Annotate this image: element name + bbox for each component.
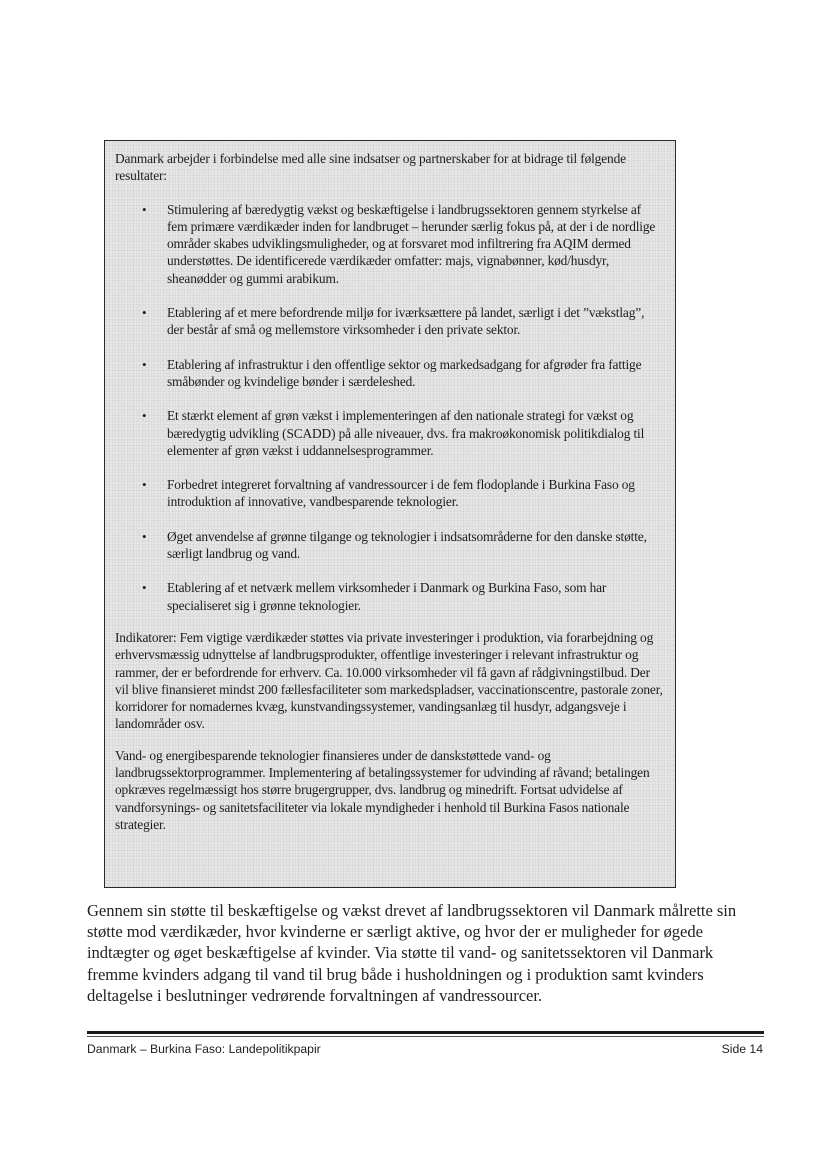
- indicators-paragraph: Indikatorer: Fem vigtige værdikæder støttes via private investeringer i produktion, via forarbejdning og erhvervsmæssig udnyttelse af landbrugsprodukter, offentlige investeringer i relevant infrastruktur og rammer, der er befordrende for erhverv. Ca. 10.000 virksomheder vil få gavn af rådgivningstilbud. Der vil blive finansieret mindst 200 fællesfaciliteter som markedspladser, vaccinationscentre, pastorale zoner, korridorer for nomadernes kvæg, kunstvandingssystemer, vandingsanlæg til husdyr, adgangsveje i landområder osv.: [115, 629, 663, 732]
- box-intro: Danmark arbejder i forbindelse med alle sine indsatser og partnerskaber for at bidrage til følgende resultater:: [115, 151, 626, 184]
- list-item: [115, 579, 665, 614]
- water-paragraph: Vand- og energibesparende teknologier finansieres under de danskstøttede vand- og landbrugssektorprogrammer. Implementering af betalingssystemer for udvinding af råvand; betalingen opkræves regelmæssigt hos større brugergrupper, dvs. landbrug og minedrift. Fortsat udvidelse af vandforsynings- og sanitetsfaciliteter via lokale myndigheder i henhold til Burkina Fasos nationale strategier.: [115, 747, 650, 832]
- bullet-icon: •: [142, 408, 147, 424]
- results-box: [104, 140, 676, 888]
- list-item-text: Forbedret integreret forvaltning af vandressourcer i de fem flodoplande i Burkina Faso og introduktion af innovative, vandbesparende teknologier.: [167, 477, 635, 510]
- list-item: [115, 528, 665, 563]
- bullet-icon: •: [142, 528, 147, 544]
- list-item-text: Etablering af et netværk mellem virksomheder i Danmark og Burkina Faso, som har specialiseret sig i grønne teknologier.: [167, 580, 607, 613]
- list-item-text: Etablering af et mere befordrende miljø for iværksættere på landet, særligt i det ”vækstlag”, der består af små og mellemstore virksomheder i den private sektor.: [167, 305, 645, 338]
- list-item-text: Etablering af infrastruktur i den offentlige sektor og markedsadgang for afgrøder fra fattige småbønder og kvindelige bønder i særdeleshed.: [167, 356, 642, 389]
- bullet-icon: •: [142, 356, 147, 372]
- list-item: [115, 407, 665, 459]
- list-item: [115, 201, 665, 287]
- results-list: [115, 201, 665, 614]
- footer-rule-thick: [87, 1031, 764, 1034]
- list-item-text: Stimulering af bæredygtig vækst og beskæftigelse i landbrugssektoren gennem styrkelse af fem primære værdikæder inden for landbruget – herunder særlig fokus på, at der i de nordlige områder skabes udviklingsmuligheder, og at forsvaret mod infiltrering fra AQIM dermed understøttes. De identificerede værdikæder omfatter: majs, vignabønner, kød/husdyr, sheanødder og gummi arabikum.: [167, 201, 656, 286]
- page-number: Side 14: [721, 1042, 763, 1056]
- list-item: [115, 476, 665, 511]
- bullet-icon: •: [142, 580, 147, 596]
- footer-title: Danmark – Burkina Faso: Landepolitikpapir: [87, 1042, 321, 1056]
- list-item: [115, 356, 665, 391]
- bullet-icon: •: [142, 477, 147, 493]
- body-paragraph: Gennem sin støtte til beskæftigelse og vækst drevet af landbrugssektoren vil Danmark målrette sin støtte mod værdikæder, hvor kvinderne er særligt aktive, og hvor der er muligheder for øgede indtægter og øget beskæftigelse af kvinder. Via støtte til vand- og sanitetssektoren vil Danmark fremme kvinders adgang til vand til brug både i husholdningen og i produktion samt kvinders deltagelse i beslutninger vedrørende forvaltningen af vandressourcer.: [87, 901, 737, 1005]
- footer-rule-thin: [87, 1036, 764, 1037]
- bullet-icon: •: [142, 201, 147, 217]
- list-item: [115, 304, 665, 339]
- bullet-icon: •: [142, 305, 147, 321]
- list-item-text: Øget anvendelse af grønne tilgange og teknologier i indsatsområderne for den danske støtte, særligt landbrug og vand.: [167, 528, 647, 562]
- list-item-text: Et stærkt element af grøn vækst i implementeringen af den nationale strategi for vækst og bæredygtig udvikling (SCADD) på alle niveauer, dvs. fra makroøkonomisk politikdialog til elementer af grøn vækst i uddannelsesprogrammer.: [167, 408, 645, 458]
